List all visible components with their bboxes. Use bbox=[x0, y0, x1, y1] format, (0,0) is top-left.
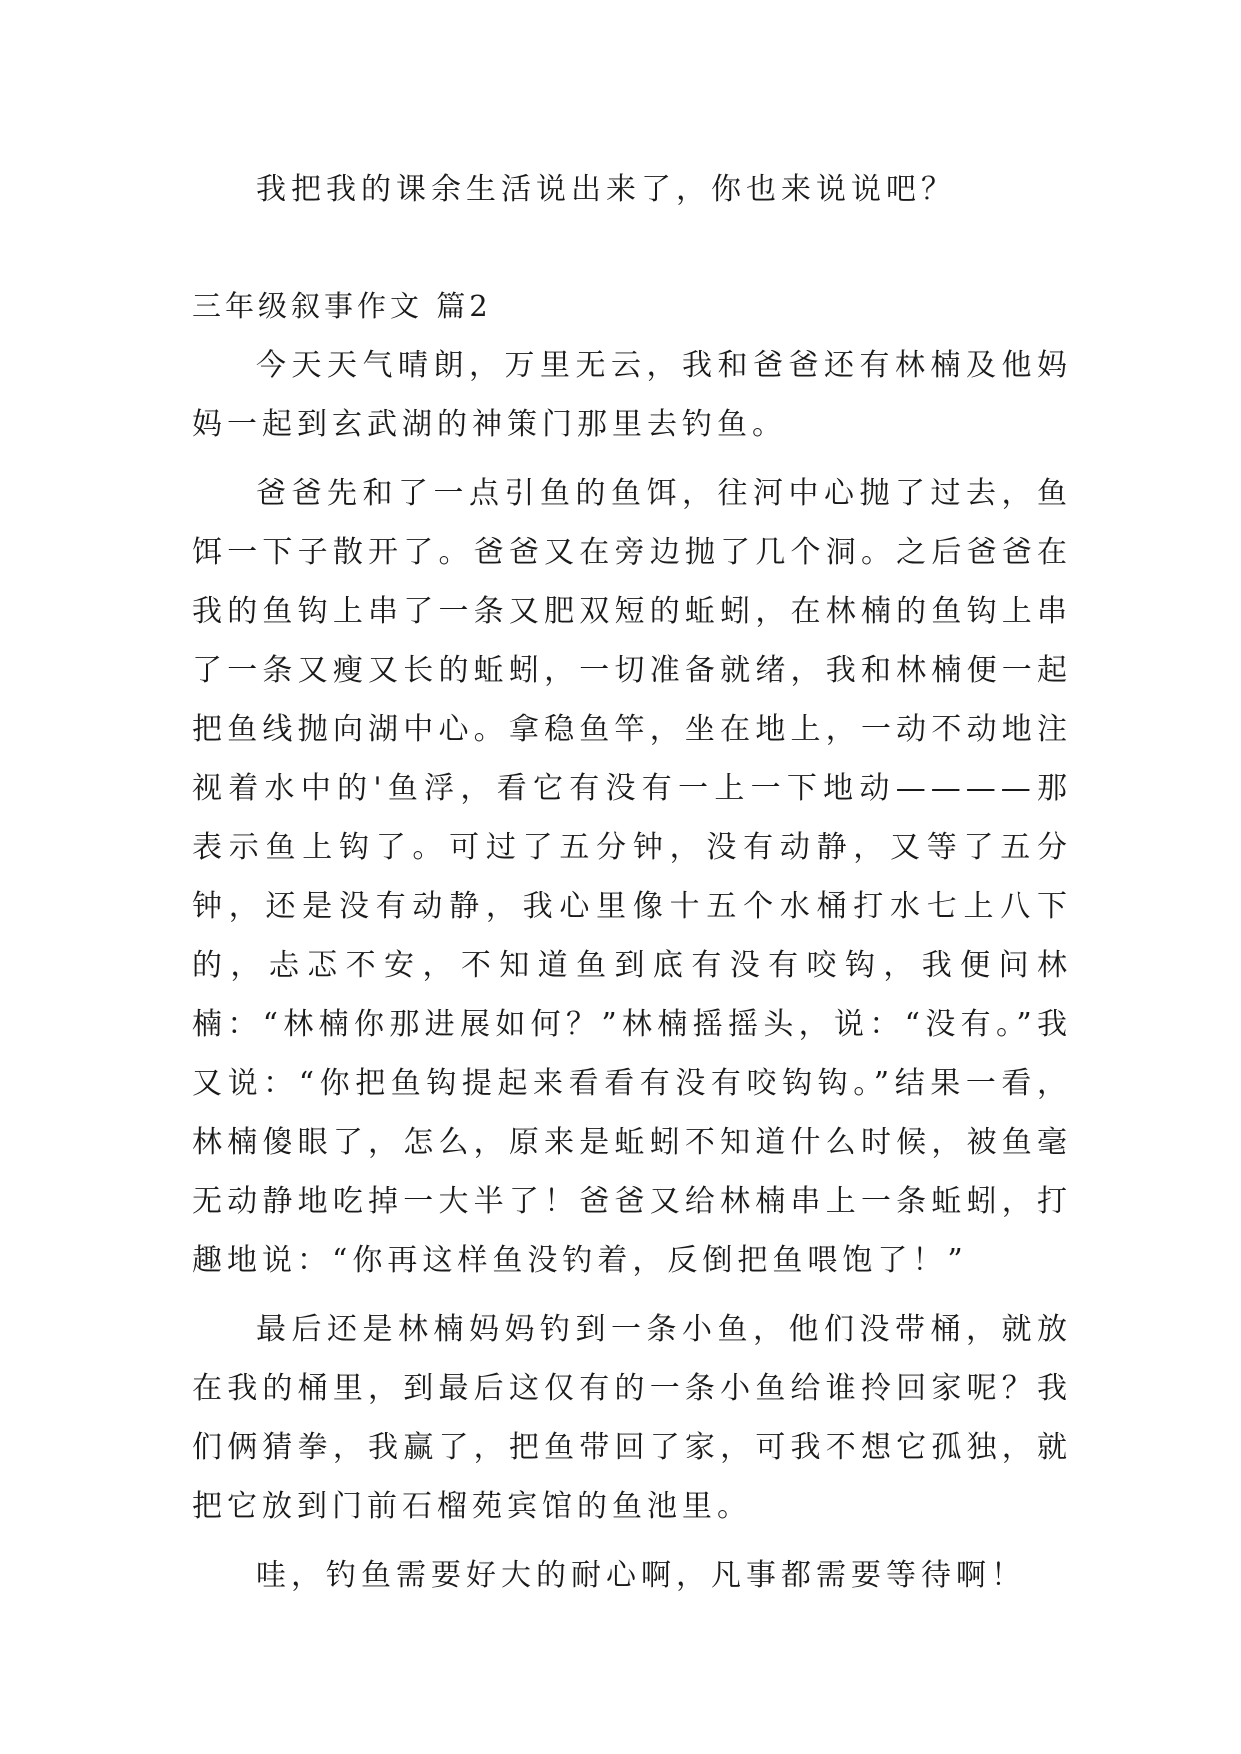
paragraph-2: 爸爸先和了一点引鱼的鱼饵，往河中心抛了过去，鱼饵一下子散开了。爸爸又在旁边抛了几个洞。之后爸爸在我的鱼钩上串了一条又肥双短的蚯蚓，在林楠的鱼钩上串了一条又瘦又长的蚯蚓，一切准备就绪，我和林楠便一起把鱼线抛向湖中心。拿稳鱼竿，坐在地上，一动不动地注视着水中的'鱼浮，看它有没有一上一下地动————那表示鱼上钩了。可过了五分钟，没有动静，又等了五分钟，还是没有动静，我心里像十五个水桶打水七上八下的，忐忑不安，不知道鱼到底有没有咬钩，我便问林楠：“林楠你那进展如何？”林楠摇摇头，说：“没有。”我又说：“你把鱼钩提起来看看有没有咬钩钩。”结果一看，林楠傻眼了，怎么，原来是蚯蚓不知道什么时候，被鱼毫无动静地吃掉一大半了！爸爸又给林楠串上一条蚯蚓，打趣地说：“你再这样鱼没钓着，反倒把鱼喂饱了！” bbox=[192, 476, 1072, 1278]
intro-paragraph: 我把我的课余生活说出来了，你也来说说吧？ bbox=[256, 172, 956, 207]
document-body bbox=[192, 160, 1072, 1605]
paragraph-3: 最后还是林楠妈妈钓到一条小鱼，他们没带桶，就放在我的桶里，到最后这仅有的一条小鱼给谁拎回家呢？我们俩猜拳，我赢了，把鱼带回了家，可我不想它孤独，就把它放到门前石榴苑宾馆的鱼池里。 bbox=[192, 1312, 1072, 1524]
paragraph-4: 哇，钓鱼需要好大的耐心啊，凡事都需要等待啊！ bbox=[256, 1558, 1026, 1593]
section-heading: 三年级叙事作文 篇2 bbox=[192, 289, 492, 323]
paragraph-1: 今天天气晴朗，万里无云，我和爸爸还有林楠及他妈妈一起到玄武湖的神策门那里去钓鱼。 bbox=[192, 348, 1072, 442]
